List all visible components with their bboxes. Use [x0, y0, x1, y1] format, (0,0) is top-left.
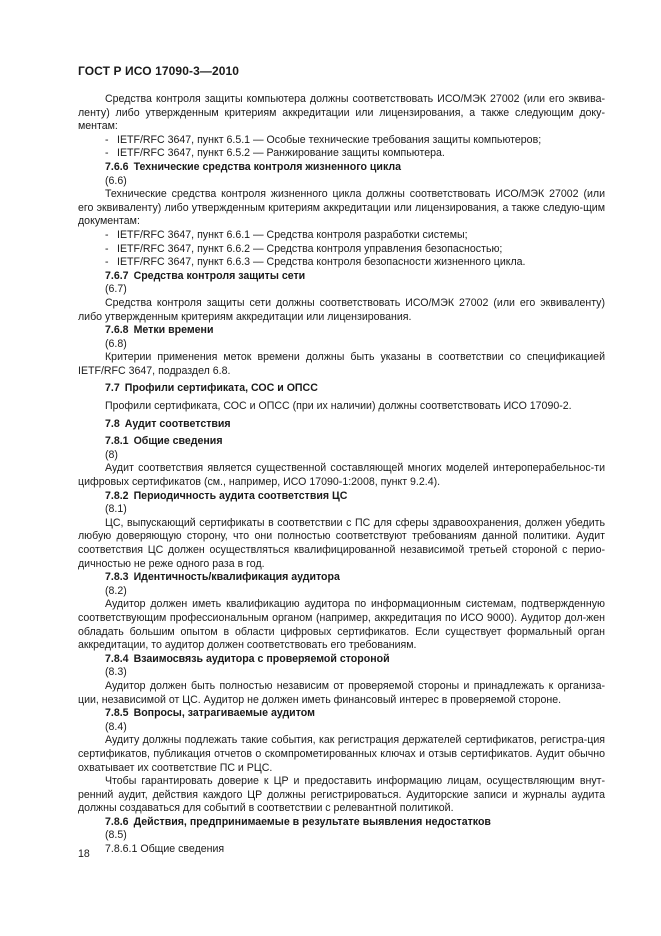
- list-item: [105, 229, 605, 243]
- paragraph: Аудитор должен быть полностью независим от проверяемой стороны и принадлежать к организа-ции, независимой от ЦС. Аудитор не должен иметь финансовый интерес в проверяемой стороне.: [78, 679, 605, 706]
- list-item: [105, 243, 605, 257]
- clause-reference: (6.8): [105, 337, 127, 350]
- clause-reference: (8.4): [105, 720, 127, 733]
- paragraph: Аудитор должен иметь квалификацию аудитора по информационным системам, подтвержденную соответствующим профессиональным органом (например, аккредитация по ИСО 9000). Аудитор дол-жен обладать большим опытом в области цифровых сертификатов. Если существует формальный орган аккредитации, то аудитор должен соответствовать его требованиям.: [78, 598, 605, 652]
- section-heading: [105, 161, 605, 175]
- section-title: Средства контроля защиты сети: [133, 269, 306, 282]
- section-number: 7.8.3: [105, 571, 129, 584]
- list-dash: -: [105, 242, 109, 255]
- list-dash: -: [105, 133, 109, 146]
- section-number: 7.6.8: [105, 324, 129, 337]
- section-number: 7.6.7: [105, 269, 129, 282]
- paragraph: Средства контроля защиты сети должны соответствовать ИСО/МЭК 27002 (или его эквиваленту) либо утвержденным критериям аккредитации или лицензирования.: [78, 296, 605, 323]
- paragraph: Чтобы гарантировать доверие к ЦР и предоставить информацию лицам, осуществляющим внут-ренний аудит, действия каждого ЦР должны регистрироваться. Аудиторские записи и журналы аудита должны создаваться для событий в соответствии с релевантной политикой.: [78, 775, 605, 815]
- section-heading: [105, 382, 605, 396]
- clause-reference: (8): [105, 448, 118, 461]
- section-title: Периодичность аудита соответствия ЦС: [133, 489, 348, 502]
- section-number: 7.8.4: [105, 652, 129, 665]
- section-title: Общие сведения: [133, 435, 223, 448]
- clause-reference: 7.8.6.1 Общие сведения: [105, 843, 225, 856]
- section-number: 7.8.5: [105, 707, 129, 720]
- list-item: [105, 256, 605, 270]
- paragraph: Аудиту должны подлежать такие события, как регистрация держателей сертификатов, регистра-ция сертификатов, публикация отчетов о скомпрометированных ключах и отзыв сертификатов. Аудит обычно охватывает их соответствие ПС и РЦС.: [78, 734, 605, 774]
- list-item-text: IETF/RFC 3647, пункт 6.6.2 — Средства контроля управления безопасностью;: [117, 242, 503, 255]
- clause-reference: (8.5): [105, 829, 127, 842]
- clause-reference: (8.2): [105, 584, 127, 597]
- document-body: [78, 93, 605, 857]
- section-number: 7.7: [105, 382, 120, 395]
- clause-reference: (6.7): [105, 283, 127, 296]
- section-number: 7.8.6: [105, 815, 129, 828]
- section-title: Аудит соответствия: [124, 417, 231, 430]
- paragraph: Средства контроля защиты компьютера должны соответствовать ИСО/МЭК 27002 (или его эквива-ленту) либо утвержденным критериям аккредитации или лицензирования, а также следующим доку-ментам:: [78, 93, 605, 133]
- list-dash: -: [105, 228, 109, 241]
- section-number: 7.6.6: [105, 160, 129, 173]
- list-item: [105, 134, 605, 148]
- section-heading: [105, 490, 605, 504]
- list-item-text: IETF/RFC 3647, пункт 6.5.1 — Особые технические требования защиты компьютеров;: [117, 133, 542, 146]
- section-title: Метки времени: [133, 324, 214, 337]
- section-heading: [105, 653, 605, 667]
- paragraph: Аудит соответствия является существенной составляющей многих моделей интероперабельнос-ти цифровых сертификатов (см., например, ИСО 17090-1:2008, пункт 9.2.4).: [78, 462, 605, 489]
- paragraph: Профили сертификата, СОС и ОПСС (при их наличии) должны соответствовать ИСО 17090-2.: [105, 400, 572, 413]
- clause-reference: (8.3): [105, 666, 127, 679]
- section-title: Идентичность/квалификация аудитора: [133, 571, 340, 584]
- section-number: 7.8.1: [105, 435, 129, 448]
- section-title: Вопросы, затрагиваемые аудитом: [133, 707, 315, 720]
- section-heading: [105, 435, 605, 449]
- paragraph: Технические средства контроля жизненного цикла должны соответствовать ИСО/МЭК 27002 (или его эквиваленту) либо утвержденным критериям аккредитации или лицензирования, а также следую-щим документам:: [78, 188, 605, 228]
- section-number: 7.8: [105, 417, 120, 430]
- clause-reference: (6.6): [105, 174, 127, 187]
- list-item-text: IETF/RFC 3647, пункт 6.5.2 — Ранжирование защиты компьютера.: [117, 147, 445, 160]
- section-title: Действия, предпринимаемые в результате выявления недостатков: [133, 815, 491, 828]
- section-heading: [105, 270, 605, 284]
- list-item-text: IETF/RFC 3647, пункт 6.6.1 — Средства контроля разработки системы;: [117, 228, 468, 241]
- section-number: 7.8.2: [105, 489, 129, 502]
- section-title: Профили сертификата, СОС и ОПСС: [124, 382, 318, 395]
- list-dash: -: [105, 256, 109, 269]
- section-title: Взаимосвязь аудитора с проверяемой стороной: [133, 652, 390, 665]
- list-item-text: IETF/RFC 3647, пункт 6.6.3 — Средства контроля безопасности жизненного цикла.: [117, 256, 526, 269]
- page-number: 18: [78, 848, 90, 860]
- document-header: ГОСТ Р ИСО 17090-3—2010: [78, 64, 240, 78]
- list-dash: -: [105, 147, 109, 160]
- section-heading: [105, 418, 605, 432]
- paragraph: Критерии применения меток времени должны быть указаны в соответствии со спецификацией IETF/RFC 3647, подраздел 6.8.: [78, 351, 605, 377]
- section-title: Технические средства контроля жизненного цикла: [133, 160, 401, 173]
- clause-reference: (8.1): [105, 503, 127, 516]
- section-heading: [105, 324, 605, 338]
- section-heading: [105, 571, 605, 585]
- list-item: [105, 147, 605, 161]
- paragraph: ЦС, выпускающий сертификаты в соответствии с ПС для сферы здравоохранения, должен убедить любую доверяющую сторону, что они полностью соответствуют требованиям данной политики. Аудит соответствия ЦС должен осуществляться квалифицированной независимой третьей стороной с перио-дичностью не реже одного раза в год.: [78, 516, 605, 570]
- section-heading: [105, 707, 605, 721]
- section-heading: [105, 816, 605, 830]
